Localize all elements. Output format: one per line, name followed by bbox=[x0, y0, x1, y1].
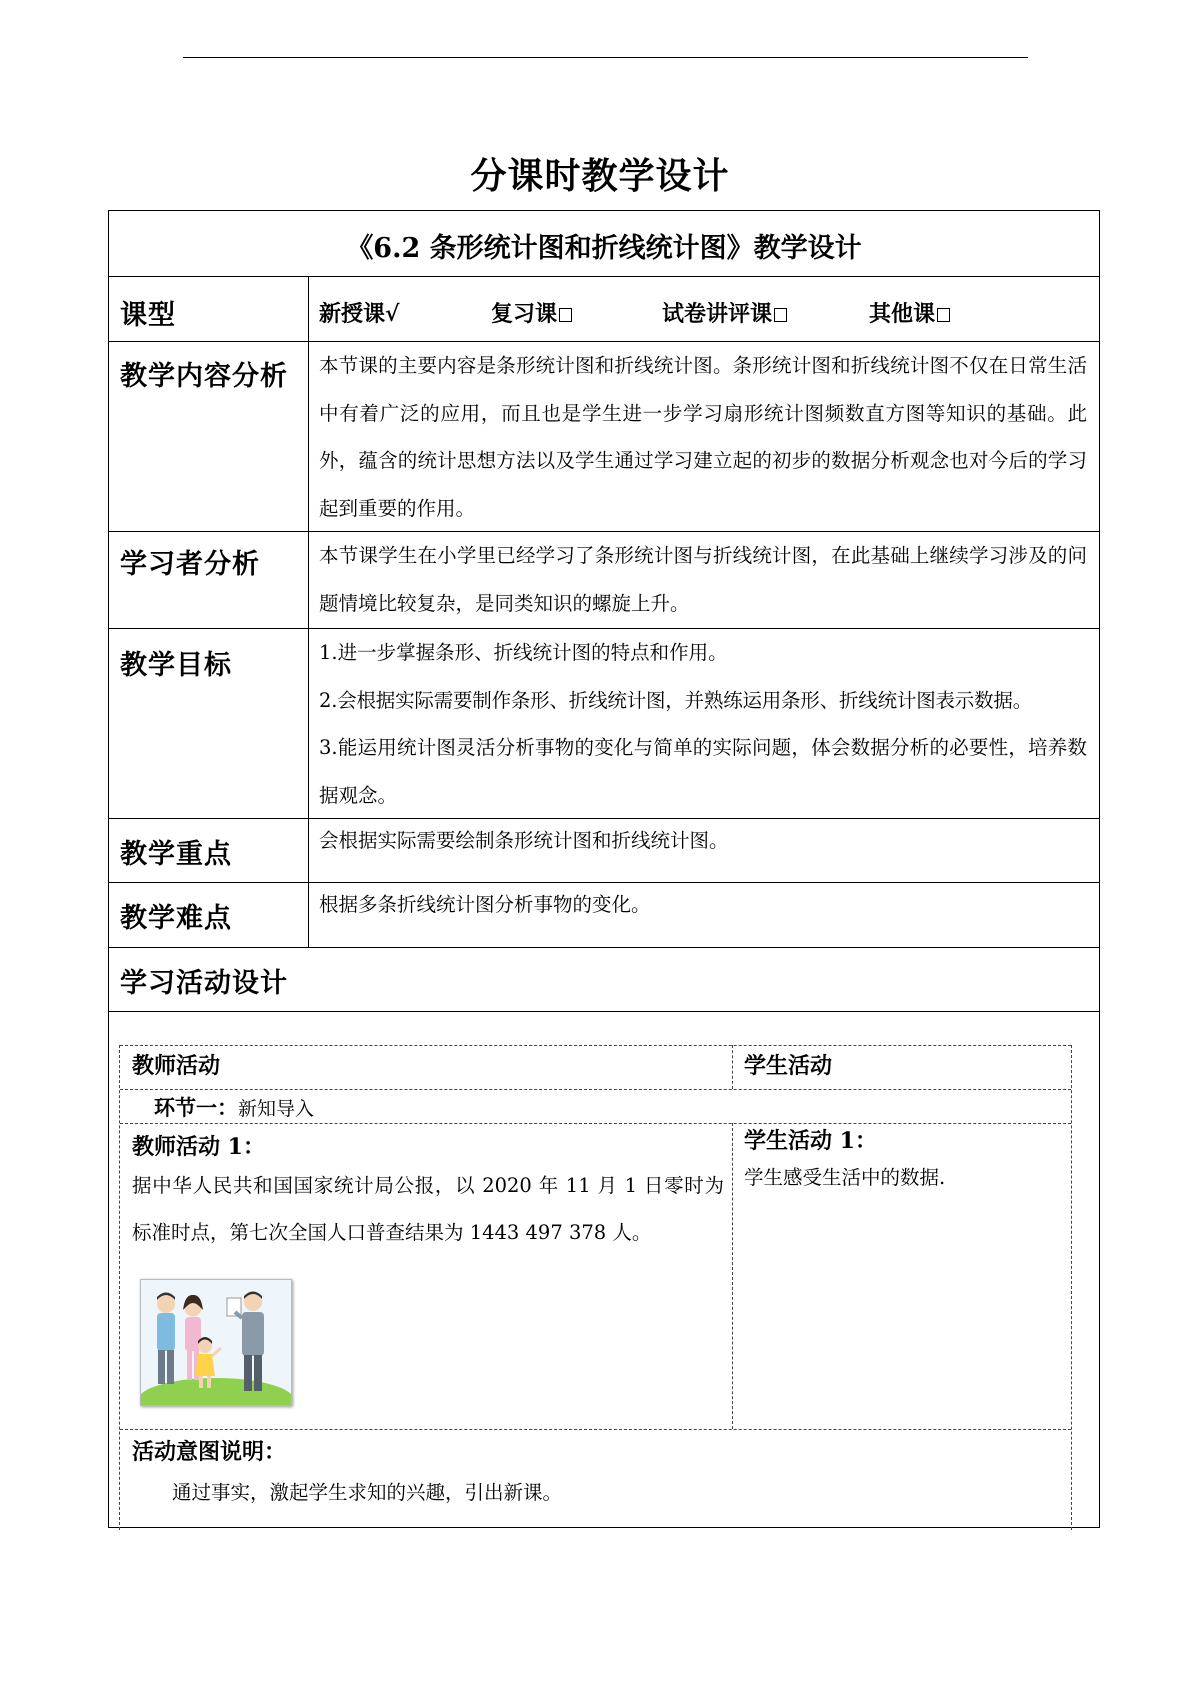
dashed-divider bbox=[120, 1045, 1071, 1046]
type-option-label: 新授课 bbox=[319, 301, 386, 327]
section-name: 环节一： bbox=[154, 1095, 238, 1120]
page-title: 分课时教学设计 bbox=[470, 155, 730, 197]
key-points-text: 会根据实际需要绘制条形统计图和折线统计图。 bbox=[319, 829, 729, 852]
type-option-exam-review bbox=[662, 297, 787, 328]
type-option-label: 复习课 bbox=[491, 301, 558, 327]
type-option-other bbox=[869, 297, 950, 328]
activity-design-row bbox=[109, 947, 1099, 1011]
objective-item: 1.进一步掌握条形、折线统计图的特点和作用。 bbox=[319, 641, 728, 664]
content-analysis-label-cell bbox=[109, 342, 309, 531]
learner-analysis-label-cell bbox=[109, 532, 309, 628]
checkbox-empty-icon bbox=[774, 308, 787, 322]
content-analysis-text: 本节课的主要内容是条形统计图和折线统计图。条形统计图和折线统计图不仅在日常生活中有着广泛的应用，而且也是学生进一步学习扇形统计图频数直方图等知识的基础。此外，蕴含的统计思想方法以及学生通过学习建立起的初步的数据分析观念也对今后的学习起到重要的作用。 bbox=[319, 354, 1087, 520]
objective-item: 3.能运用统计图灵活分析事物的变化与简单的实际问题，体会数据分析的必要性，培养数据观念。 bbox=[319, 736, 1087, 807]
section-heading bbox=[154, 1092, 314, 1122]
check-mark: √ bbox=[385, 301, 400, 327]
learner-analysis-label: 学习者分析 bbox=[120, 549, 260, 580]
student-activity-header: 学生活动 bbox=[744, 1053, 833, 1079]
dashed-divider bbox=[732, 1123, 733, 1429]
objectives-row bbox=[109, 628, 1099, 818]
dashed-divider bbox=[120, 1089, 1071, 1090]
objectives-label: 教学目标 bbox=[120, 650, 232, 681]
student-activity-title: 学生活动 1： bbox=[744, 1128, 877, 1154]
activity-block bbox=[109, 1011, 1099, 1529]
objective-item: 2.会根据实际需要制作条形、折线统计图，并熟练运用条形、折线统计图表示数据。 bbox=[319, 688, 1033, 712]
key-points-label-cell bbox=[109, 819, 309, 882]
difficulties-row bbox=[109, 882, 1099, 947]
type-option-review bbox=[491, 297, 572, 328]
key-points-label: 教学重点 bbox=[120, 839, 232, 870]
checkbox-empty-icon bbox=[937, 308, 950, 322]
type-option-label: 其他课 bbox=[869, 301, 936, 327]
intent-title: 活动意图说明： bbox=[132, 1439, 287, 1465]
difficulties-text: 根据多条折线统计图分析事物的变化。 bbox=[319, 893, 651, 916]
objectives-list bbox=[319, 629, 1087, 819]
teacher-activity-title: 教师活动 1： bbox=[132, 1134, 265, 1160]
lesson-type-row bbox=[109, 276, 1099, 341]
difficulties-label: 教学难点 bbox=[120, 903, 232, 934]
difficulties-label-cell bbox=[109, 883, 309, 947]
checkbox-empty-icon bbox=[559, 308, 572, 322]
teacher-activity-header: 教师活动 bbox=[132, 1053, 221, 1079]
lesson-title: 《6.2 条形统计图和折线统计图》教学设计 bbox=[346, 233, 862, 264]
learner-analysis-row bbox=[109, 531, 1099, 628]
student-activity-text: 学生感受生活中的数据. bbox=[744, 1166, 946, 1189]
dashed-divider bbox=[732, 1045, 733, 1089]
header-rule bbox=[183, 57, 1028, 58]
activity-design-label: 学习活动设计 bbox=[120, 968, 288, 999]
content-analysis-row bbox=[109, 341, 1099, 531]
content-analysis-label: 教学内容分析 bbox=[120, 361, 288, 392]
objectives-label-cell bbox=[109, 629, 309, 818]
family-census-illustration bbox=[141, 1280, 291, 1405]
section-title: 新知导入 bbox=[238, 1098, 315, 1120]
type-option-new bbox=[319, 297, 399, 328]
census-illustration bbox=[140, 1279, 292, 1406]
key-points-row bbox=[109, 818, 1099, 882]
lesson-type-label: 课型 bbox=[120, 300, 176, 331]
lesson-title-row bbox=[109, 211, 1099, 276]
teacher-activity-text: 据中华人民共和国国家统计局公报，以 2020 年 11 月 1 日零时为标准时点，第七次全国人口普查结果为 1443 497 378 人。 bbox=[132, 1174, 724, 1244]
lesson-type-label-cell bbox=[109, 277, 309, 341]
learner-analysis-text: 本节课学生在小学里已经学习了条形统计图与折线统计图，在此基础上继续学习涉及的问题情境比较复杂，是同类知识的螺旋上升。 bbox=[319, 544, 1087, 615]
intent-text: 通过事实，激起学生求知的兴趣，引出新课。 bbox=[172, 1481, 563, 1504]
dashed-divider bbox=[120, 1123, 1071, 1124]
dashed-divider bbox=[120, 1429, 1071, 1430]
type-option-label: 试卷讲评课 bbox=[662, 301, 773, 327]
